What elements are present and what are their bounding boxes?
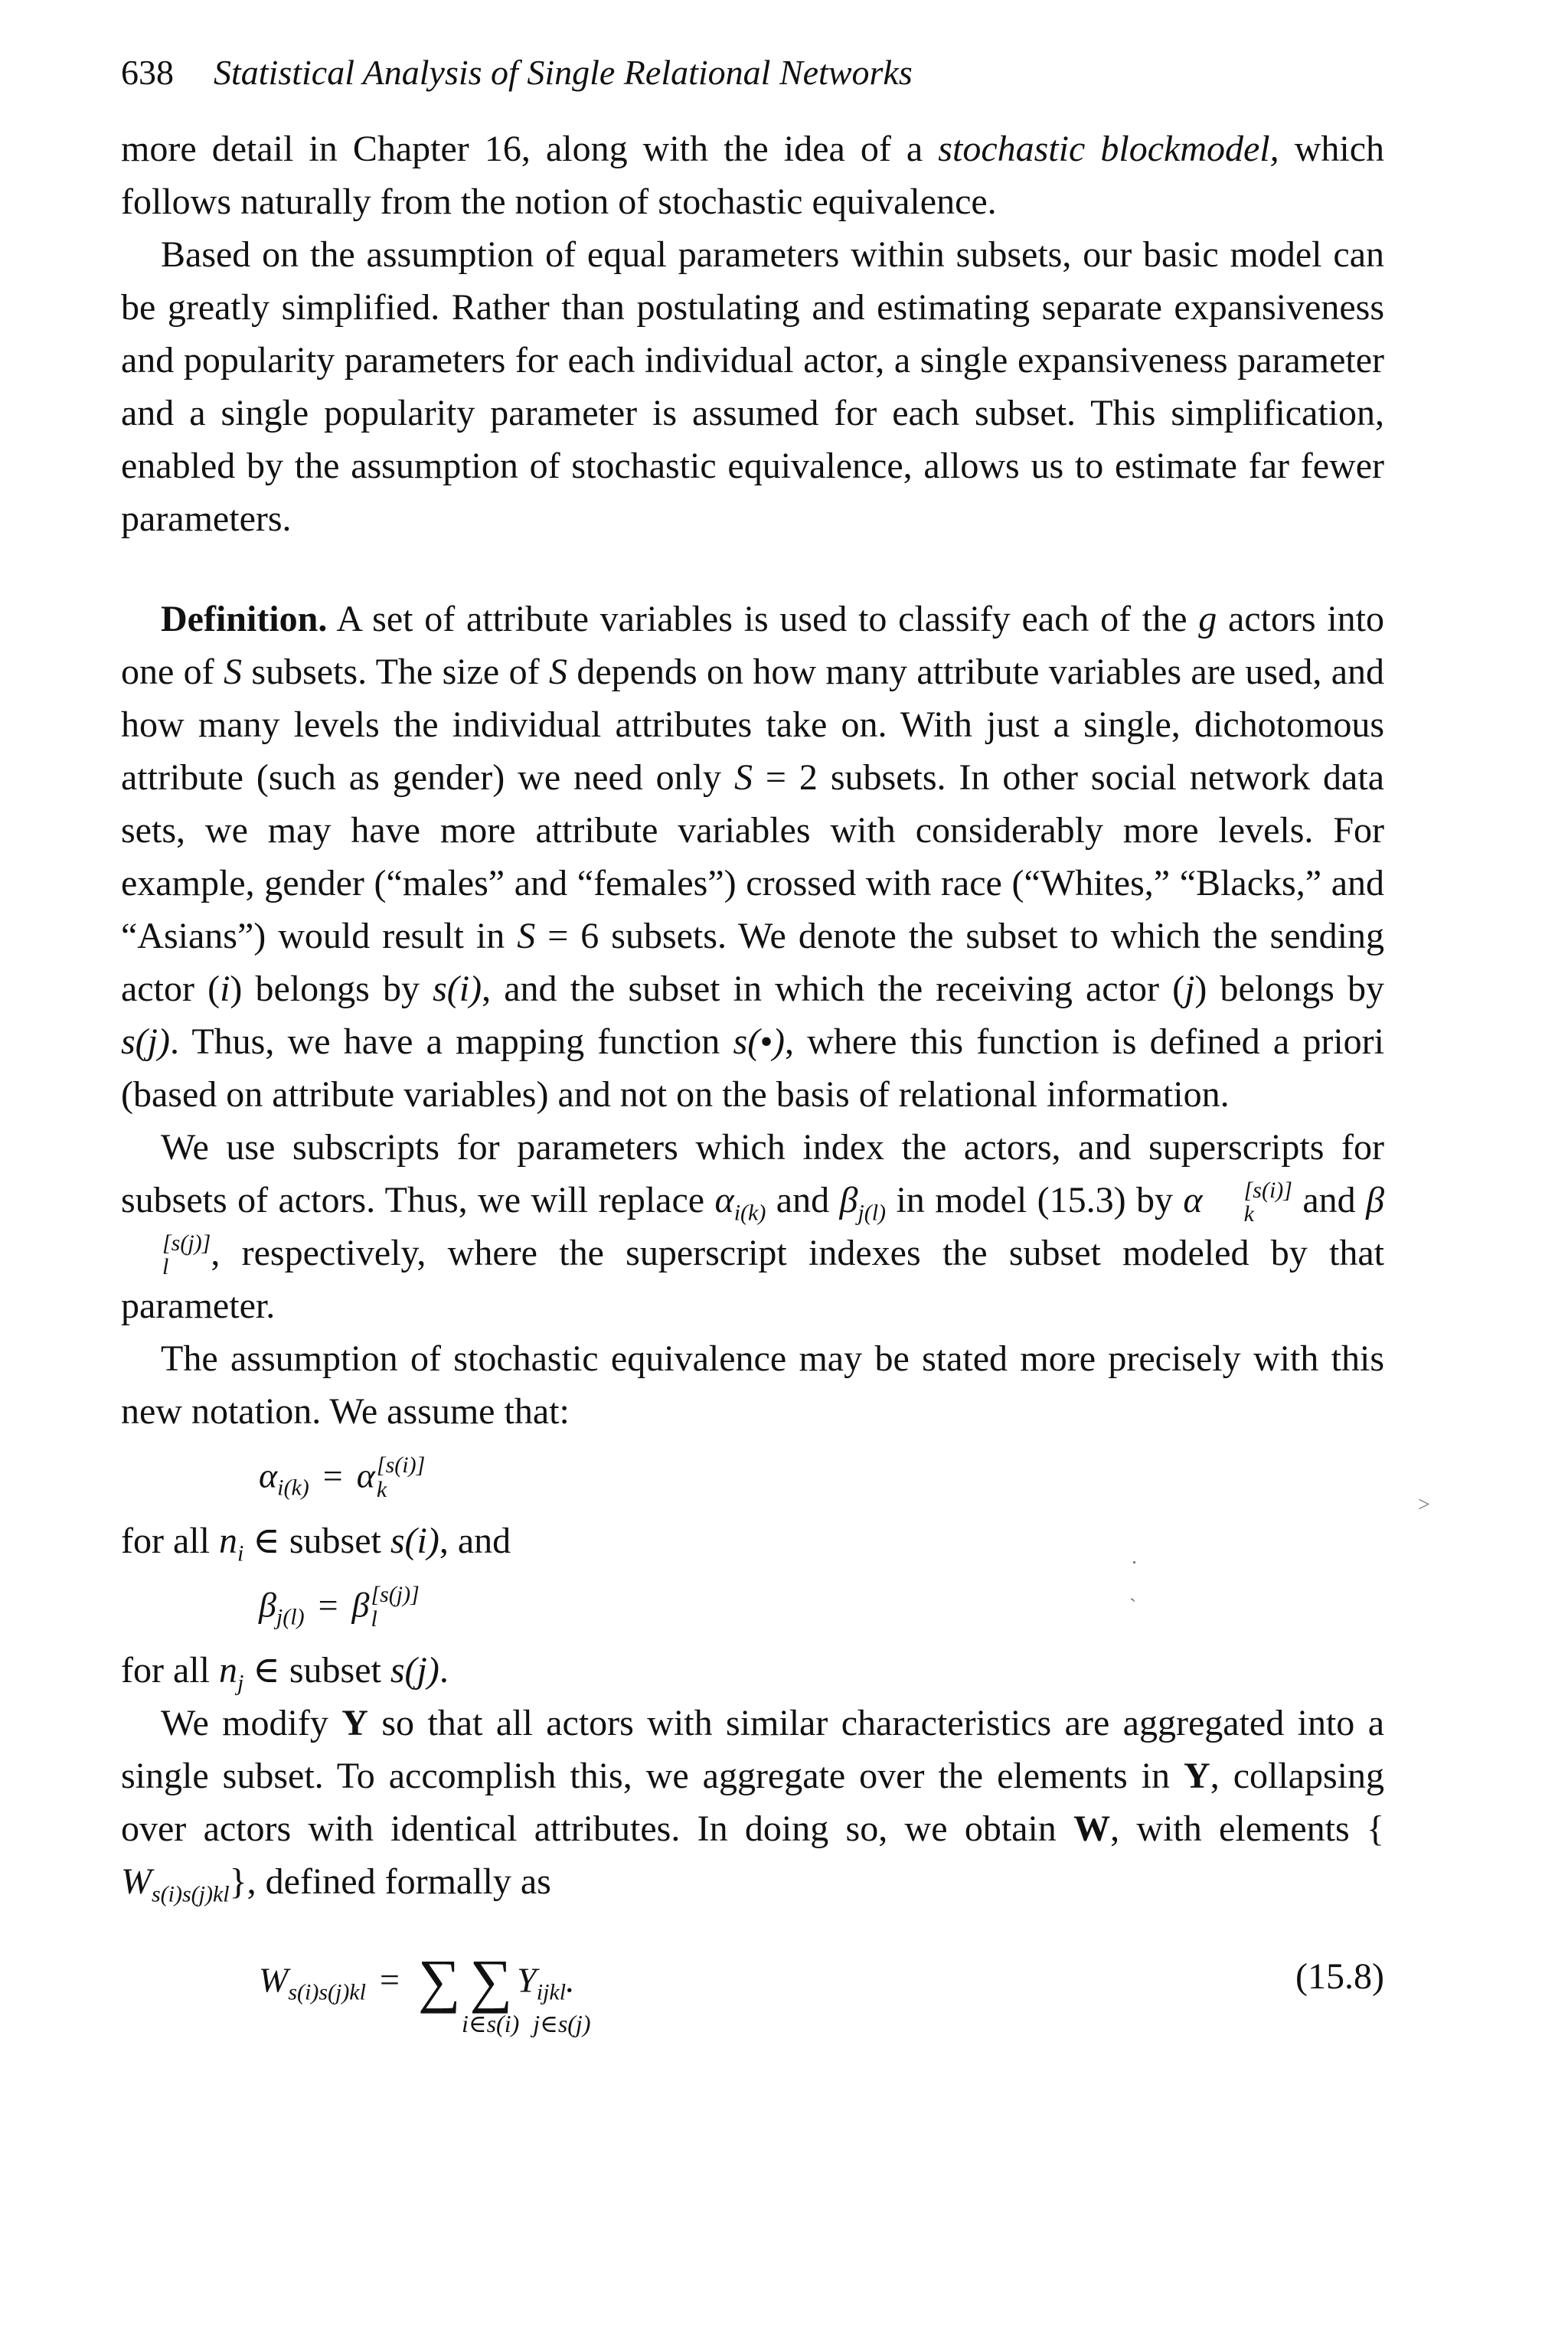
equation-alpha: $\alpha_{i(k)} = \alpha$ [s(i)] k xyxy=(259,1452,426,1502)
beta-jl: $\beta_{j(l)}$ xyxy=(839,1180,887,1226)
paragraph-notation: We use subscripts for parameters which index the actors, and superscripts for subsets of actors. Thus, we will replace $\alpha_{i(k)}$ and $\beta_{j(l)}$ in model (15.3) by α [s(i)] k and β [s(j)] l , respectively, where the superscript indexes the subset modeled by that parameter. xyxy=(121,1127,1384,1326)
paragraph-continuation: more detail in Chapter 16, along with the idea of a stochastic blockmodel, which follows naturally from the notion of stochastic equivalence. xyxy=(121,129,1384,222)
alpha-k-subset: α [s(i)] k xyxy=(1183,1177,1292,1227)
paragraph-assumption: The assumption of stochastic equivalence may be stated more precisely with this new notation. We assume that: xyxy=(121,1338,1384,1432)
summation-limits: i∈s(i) j∈s(j) xyxy=(462,2010,591,2037)
scan-mark: . xyxy=(1132,1545,1137,1569)
running-header xyxy=(121,46,1384,100)
equation-beta: $\beta_{j(l)} = \beta$ [s(j)] l xyxy=(259,1582,420,1632)
paragraph-simplification: Based on the assumption of equal parameters within subsets, our basic model can be greatly simplified. Rather than postulating and estimating separate expansiveness and popularity parameters for each individual actor, a single expansiveness parameter and a single popularity parameter is assumed for each subset. This simplification, enabled by the assumption of stochastic equivalence, allows us to estimate far fewer parameters. xyxy=(121,234,1384,539)
running-title: Statistical Analysis of Single Relational Networks xyxy=(214,53,913,92)
scan-mark: ˏ xyxy=(1129,1579,1137,1603)
definition-label: Definition. xyxy=(161,599,328,639)
definition-block: Definition. A set of attribute variables is used to classify each of the g actors into one of S subsets. The size of S depends on how many attribute variables are used, and how many levels the individual attributes take on. With just a single, dichotomous attribute (such as gender) we need only S = 2 subsets. In other social network data sets, we may have more attribute variables with considerably more levels. For example, gender (“males” and “females”) crossed with race (“Whites,” “Blacks,” and “Asians”) would result in S = 6 subsets. We denote the subset to which the sending actor (i) belongs by s(i), and the subset in which the receiving actor (j) belongs by s(j). Thus, we have a mapping function s(•), where this function is defined a priori (based on attribute variables) and not on the basis of relational information. xyxy=(121,599,1385,1115)
condition-ni: for all $n_i$ ∈ subset s(i), and xyxy=(121,1521,511,1567)
equation-number: (15.8) xyxy=(1295,1956,1384,1997)
summation-symbol: ∑ xyxy=(469,1947,513,2014)
alpha-ik: $\alpha_{i(k)}$ xyxy=(714,1180,766,1226)
scan-mark: ˃ xyxy=(1418,1493,1430,1517)
beta-l-subset: β [s(j)] l xyxy=(162,1180,1384,1279)
summation-symbol: ∑ xyxy=(417,1947,461,2014)
condition-nj: for all $n_j$ ∈ subset s(j). xyxy=(121,1650,449,1696)
paragraph-aggregation: We modify Y so that all actors with similar characteristics are aggregated into a single subset. To accomplish this, we aggregate over the elements in Y, collapsing over actors with identical attributes. In doing so, we obtain W, with elements { $W_{s(i)s(j)kl}$}, defined formally as xyxy=(121,1703,1385,1907)
page xyxy=(121,46,1384,2049)
term-stochastic-blockmodel: stochastic blockmodel, xyxy=(938,129,1279,169)
equation-15-8: $W_{s(i)s(j)kl}$ = ∑ ∑ $Y_{ijkl}$. i∈s(i) j∈s(j) (15.8) xyxy=(259,1947,1384,2037)
page-number: 638 xyxy=(121,53,174,92)
